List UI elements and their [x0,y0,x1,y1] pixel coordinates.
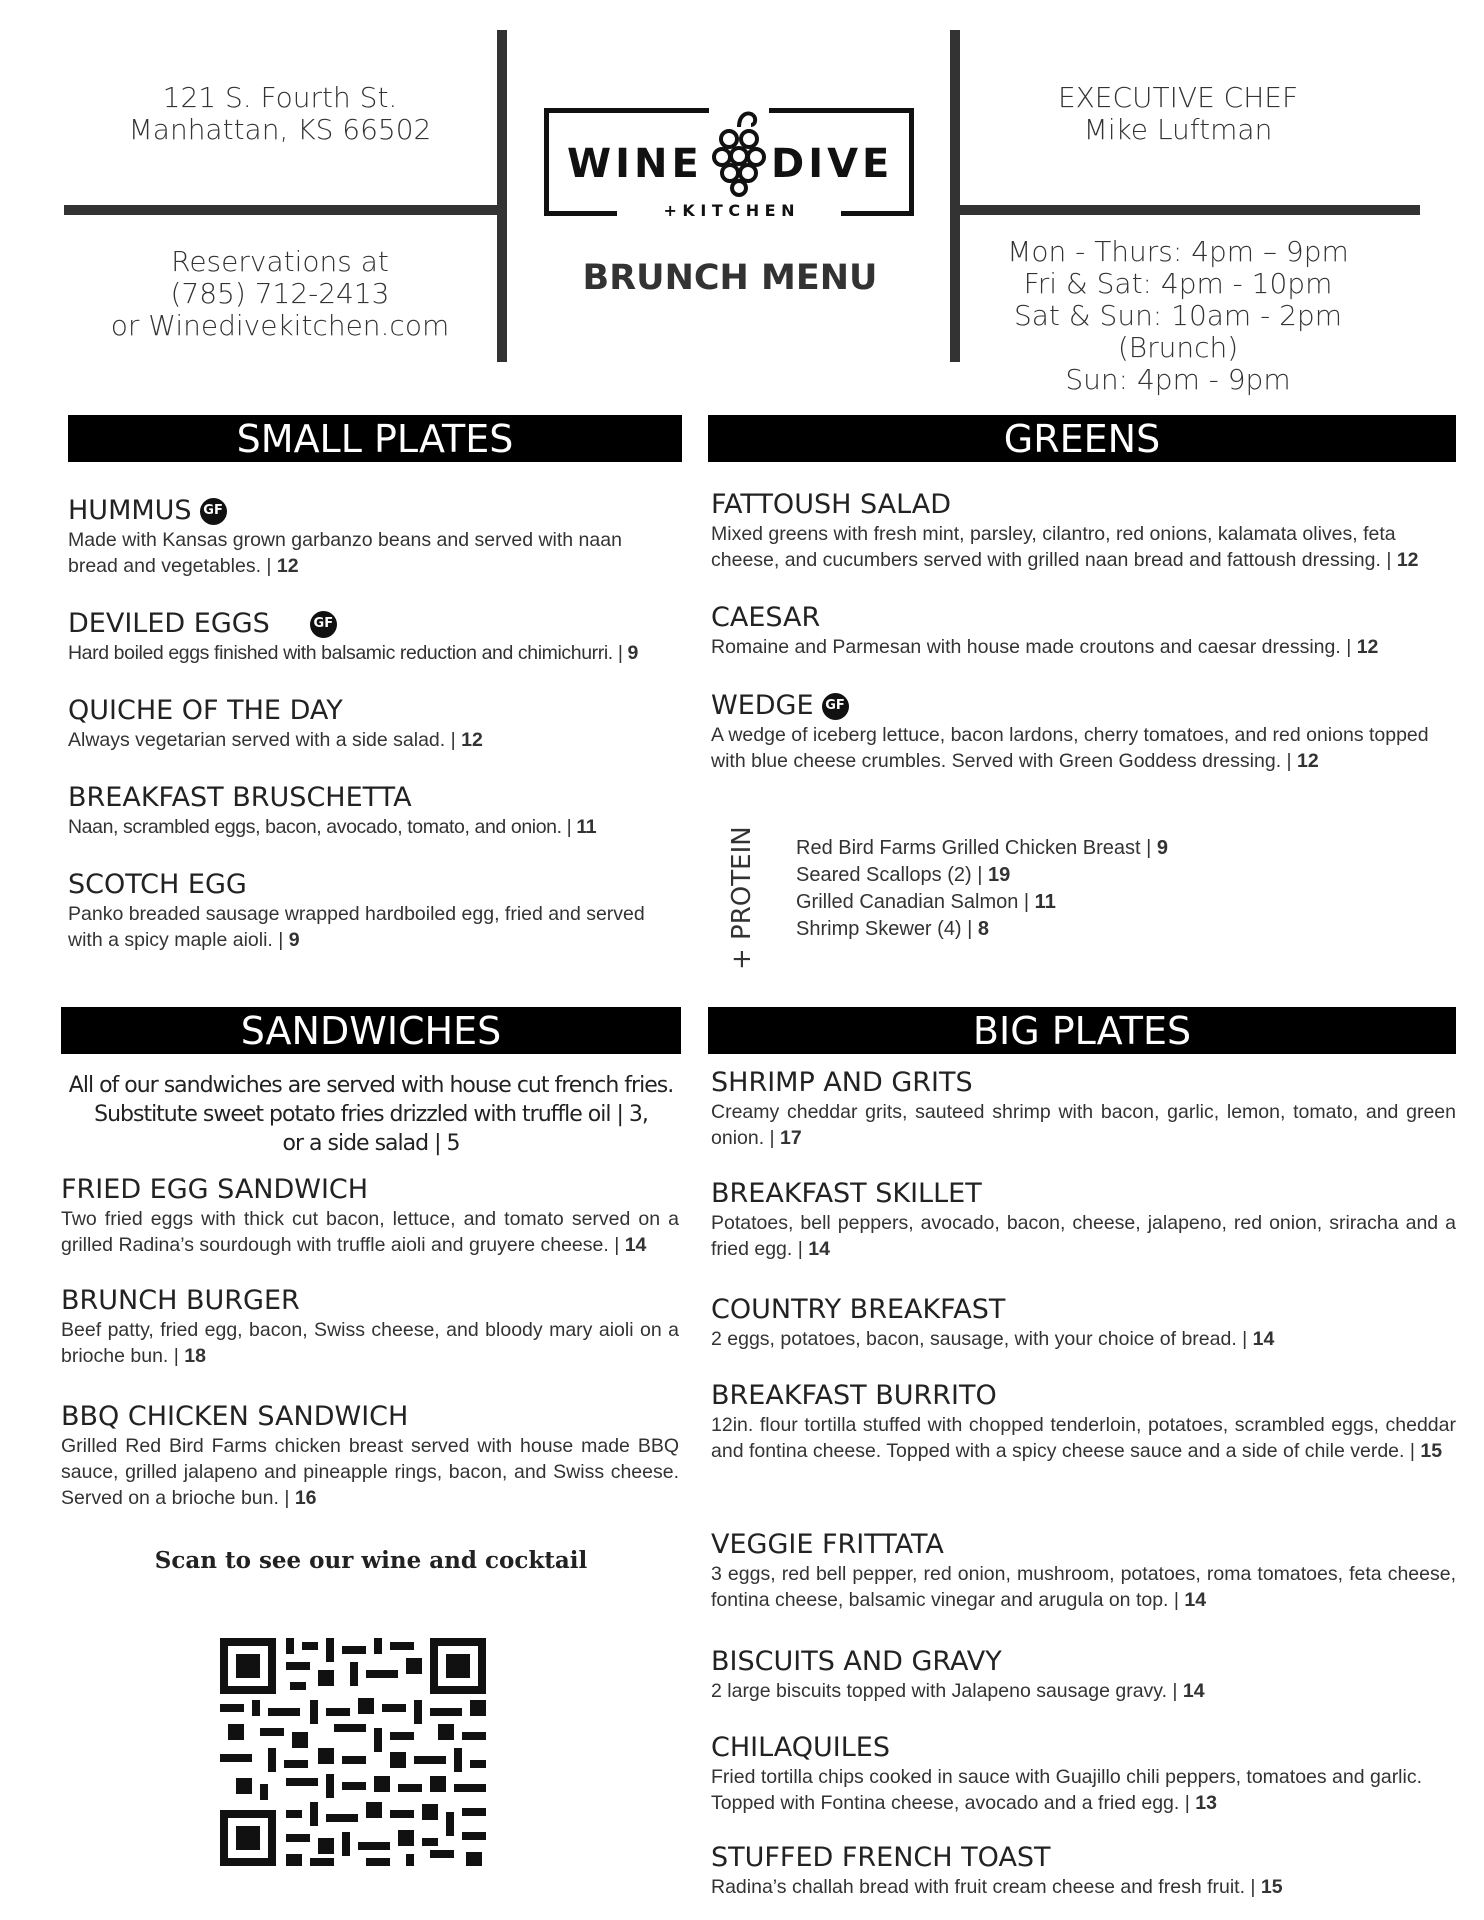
menu-item [711,1732,1456,1816]
qr-code[interactable] [220,1638,486,1866]
item-price: 9 [288,929,300,951]
menu-item [711,1294,1456,1352]
menu-item [68,608,688,666]
item-price: 9 [627,642,638,664]
menu-item [61,1174,679,1258]
scan-prompt: Scan to see our wine and cocktail [154,1547,588,1574]
logo-word-wine: WINE [567,141,703,187]
item-name: STUFFED FRENCH TOAST [711,1842,1051,1873]
protein-name: Seared Scallops (2) | [796,864,983,886]
item-name: SCOTCH EGG [68,869,247,900]
reservations-phone[interactable]: (785) 712-2413 [170,277,390,310]
item-price: 14 [808,1238,830,1260]
header-divider-right [950,30,960,362]
gluten-free-icon: GF [822,693,849,720]
protein-label-box [712,826,772,970]
protein-option [796,916,1216,943]
item-description: Creamy cheddar grits, sauteed shrimp with bacon, garlic, lemon, tomato, and green onion. | [711,1101,1456,1149]
logo-subtitle: + K I T C H E N [617,201,841,223]
item-description: A wedge of iceberg lettuce, bacon lardons, cherry tomatoes, and red onions topped with blue cheese crumbles. Served with Green Goddess dressing. | [711,724,1429,772]
address-line-2: Manhattan, KS 66502 [128,113,432,146]
hours-line: Mon - Thurs: 4pm – 9pm [1007,235,1349,268]
reservations [70,246,490,342]
item-name: BREAKFAST SKILLET [711,1178,982,1209]
protein-label: + PROTEIN [727,826,757,970]
item-name: WEDGE [711,690,814,721]
item-price: 15 [1420,1440,1443,1462]
menu-item [61,1401,679,1511]
item-description: Hard boiled eggs finished with balsamic reduction and chimichurri. | [68,642,623,664]
item-name: BREAKFAST BRUSCHETTA [68,782,412,813]
menu-item [61,1285,679,1369]
protein-name: Shrimp Skewer (4) | [796,918,973,940]
menu-item [711,1842,1456,1900]
menu-item [711,1646,1456,1704]
protein-name: Red Bird Farms Grilled Chicken Breast | [796,837,1152,859]
protein-option [796,835,1216,862]
menu-item [711,602,1456,660]
item-price: 13 [1195,1792,1217,1814]
menu-item [68,695,668,753]
item-price: 12 [276,555,299,577]
item-price: 12 [461,729,483,751]
item-name: COUNTRY BREAKFAST [711,1294,1006,1325]
hours-line: Sun: 4pm - 9pm [1065,363,1291,396]
protein-list [796,835,1216,943]
sandwich-note [61,1071,681,1158]
item-description: Potatoes, bell peppers, avocado, bacon, cheese, jalapeno, red onion, sriracha and a fried egg. | [711,1212,1456,1260]
item-name: FRIED EGG SANDWICH [61,1174,369,1205]
item-name: CAESAR [711,602,821,633]
item-name: QUICHE OF THE DAY [68,695,343,726]
item-description: Naan, scrambled eggs, bacon, avocado, tomato, and onion. | [68,816,572,838]
item-name: DEVILED EGGS [68,608,270,639]
reservations-website[interactable]: or Winedivekitchen.com [110,309,450,342]
item-price: 12 [1396,549,1419,571]
item-price: 14 [1184,1589,1207,1611]
menu-item [68,869,668,953]
item-description: Mixed greens with fresh mint, parsley, cilantro, red onions, kalamata olives, feta cheese, and cucumbers served with grilled naan bread and fattoush dressing. | [711,523,1396,571]
item-name: VEGGIE FRITTATA [711,1529,944,1560]
item-description: Radina’s challah bread with fruit cream cheese and fresh fruit. | [711,1876,1256,1898]
item-name: FATTOUSH SALAD [711,489,952,520]
header-rule-left [64,205,497,215]
section-header-greens: GREENS [708,415,1456,462]
item-description: Always vegetarian served with a side salad. | [68,729,456,751]
menu-item [68,782,688,840]
item-description: 2 large biscuits topped with Jalapeno sausage gravy. | [711,1680,1178,1702]
item-name: BBQ CHICKEN SANDWICH [61,1401,409,1432]
item-name: BISCUITS AND GRAVY [711,1646,1002,1677]
item-description: Made with Kansas grown garbanzo beans and served with naan bread and vegetables. | [68,529,622,577]
address-line-1: 121 S. Fourth St. [162,81,398,114]
item-price: 14 [624,1234,647,1256]
menu-item [711,489,1456,573]
protein-price: 19 [987,864,1011,886]
menu-item [711,1529,1456,1613]
protein-option [796,862,1216,889]
address [70,82,490,146]
menu-item [711,1178,1456,1262]
item-name: SHRIMP AND GRITS [711,1067,973,1098]
chef-name: Mike Luftman [1083,113,1273,146]
sandwich-note-line: All of our sandwiches are served with house cut french fries. [68,1073,674,1098]
item-name: CHILAQUILES [711,1732,890,1763]
menu-item [711,1380,1456,1464]
item-price: 12 [1297,750,1319,772]
menu-item [711,1067,1456,1151]
item-description: Panko breaded sausage wrapped hardboiled egg, fried and served with a spicy maple aioli. | [68,903,645,951]
item-price: 16 [294,1487,317,1509]
gluten-free-icon: GF [200,498,227,525]
item-price: 15 [1260,1876,1283,1898]
header-rule-right [960,205,1420,215]
item-price: 14 [1182,1680,1205,1702]
hours [968,236,1388,396]
item-description: Fried tortilla chips cooked in sauce with Guajillo chili peppers, tomatoes and garlic. Topped with Fontina cheese, avocado and a fried egg. | [711,1766,1423,1814]
item-price: 17 [780,1127,802,1149]
sandwich-note-line: Substitute sweet potato fries drizzled with truffle oil | 3, [94,1102,648,1127]
section-header-big-plates: BIG PLATES [708,1007,1456,1054]
reservations-label: Reservations at [171,245,389,278]
item-description: Beef patty, fried egg, bacon, Swiss cheese, and bloody mary aioli on a brioche bun. | [61,1319,679,1367]
hours-line: Fri & Sat: 4pm - 10pm [1023,267,1333,300]
protein-option [796,889,1216,916]
logo-word-dive: DIVE [771,141,894,187]
item-description: 3 eggs, red bell pepper, red onion, mushroom, potatoes, roma tomatoes, feta cheese, fontina cheese, balsamic vinegar and arugula on top. | [711,1563,1456,1611]
grape-icon [709,105,769,197]
menu-item [68,495,668,579]
chef-info [968,82,1388,146]
item-description: Romaine and Parmesan with house made croutons and caesar dressing. | [711,636,1352,658]
item-name: BRUNCH BURGER [61,1285,300,1316]
section-header-small-plates: SMALL PLATES [68,415,682,462]
item-description: Grilled Red Bird Farms chicken breast served with house made BBQ sauce, grilled jalapeno and pineapple rings, bacon, and Swiss cheese. Served on a brioche bun. | [61,1435,679,1509]
hours-line: Sat & Sun: 10am - 2pm (Brunch) [1014,299,1342,364]
protein-price: 9 [1156,837,1168,859]
item-name: BREAKFAST BURRITO [711,1380,997,1411]
item-description: Two fried eggs with thick cut bacon, lettuce, and tomato served on a grilled Radina’s sourdough with truffle aioli and gruyere cheese. | [61,1208,679,1256]
sandwich-note-line: or a side salad | 5 [282,1131,460,1156]
item-description: 2 eggs, potatoes, bacon, sausage, with your choice of bread. | [711,1328,1248,1350]
gluten-free-icon: GF [310,611,337,638]
item-name: HUMMUS [68,495,192,526]
item-price: 11 [576,816,597,838]
header-divider-left [497,30,507,362]
section-header-sandwiches: SANDWICHES [61,1007,681,1054]
protein-price: 11 [1034,891,1056,913]
logo [544,108,914,220]
menu-item [711,690,1456,774]
menu-title: BRUNCH MENU [582,258,878,298]
item-price: 12 [1356,636,1379,658]
protein-name: Grilled Canadian Salmon | [796,891,1030,913]
protein-price: 8 [977,918,990,940]
item-price: 14 [1252,1328,1275,1350]
chef-title: EXECUTIVE CHEF [1057,81,1299,114]
item-description: 12in. flour tortilla stuffed with chopped tenderloin, potatoes, scrambled eggs, cheddar and fontina cheese. Topped with a spicy cheese sauce and a side of chile verde. | [711,1414,1456,1462]
item-price: 18 [184,1345,206,1367]
